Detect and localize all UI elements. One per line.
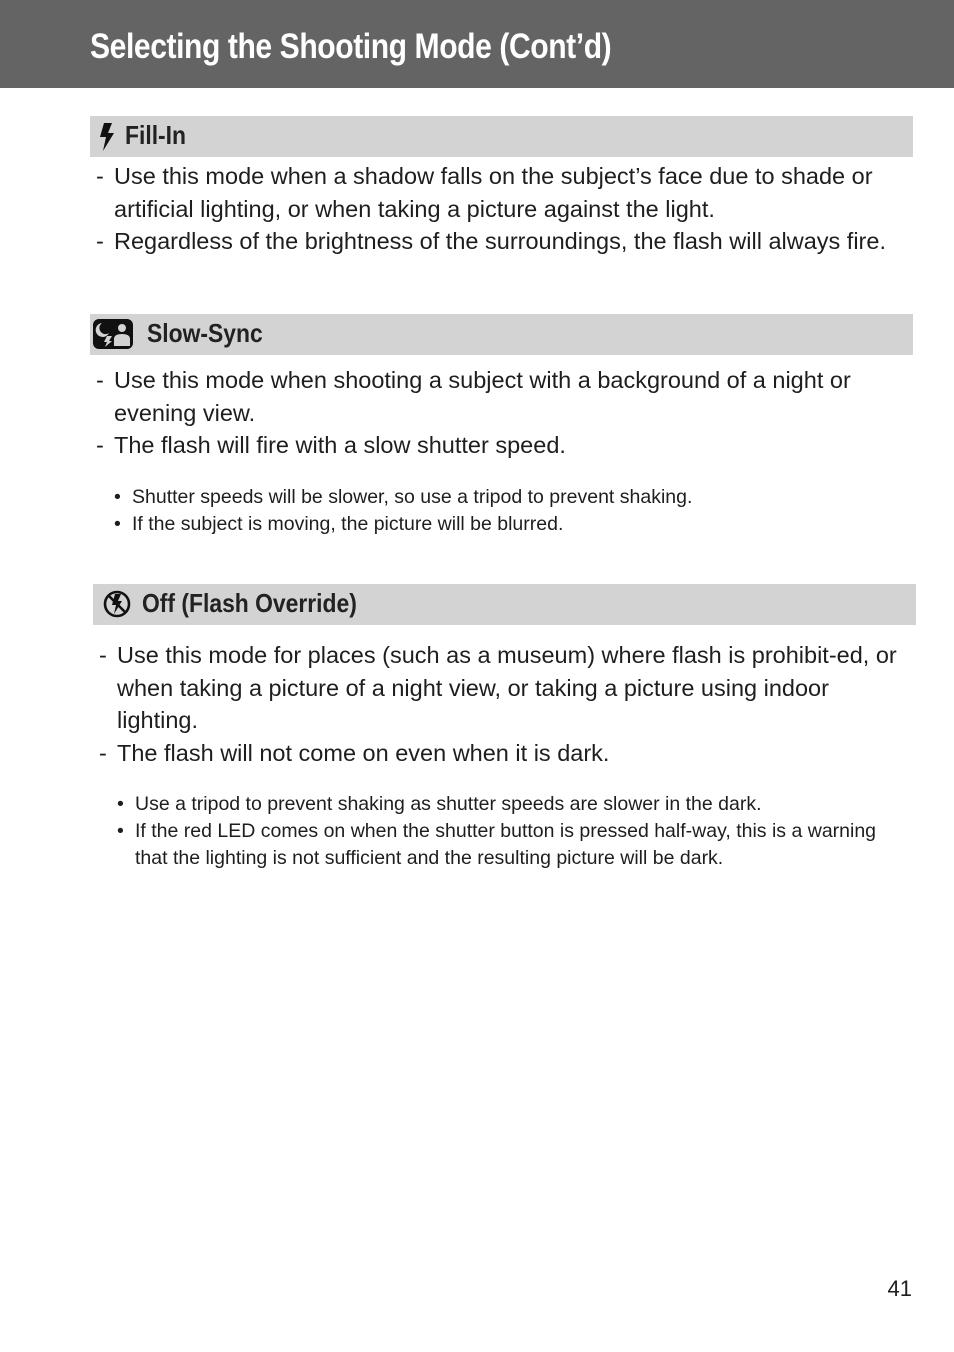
slow-sync-description-list xyxy=(96,364,914,462)
slow-sync-notes xyxy=(114,484,914,538)
slow-sync-night-icon xyxy=(93,319,133,354)
title-bar xyxy=(0,0,954,88)
list-item: - Use this mode when shooting a subject with a background of a night or evening view. xyxy=(96,364,914,429)
list-item: - The flash will not come on even when it is dark. xyxy=(99,737,914,770)
fill-in-description-list xyxy=(96,160,914,258)
list-item: - Regardless of the brightness of the surroundings, the flash will always fire. xyxy=(96,225,914,258)
flash-off-icon xyxy=(102,589,132,624)
list-item: - Use this mode when a shadow falls on the subject’s face due to shade or artificial lighting, or when taking a picture against the light. xyxy=(96,160,914,225)
note-item: • If the subject is moving, the picture will be blurred. xyxy=(114,511,914,538)
flash-fill-in-icon xyxy=(98,122,116,157)
flash-off-notes xyxy=(117,791,907,872)
section-title: Off (Flash Override) xyxy=(142,588,357,618)
section-header-slow-sync xyxy=(90,314,913,355)
section-title: Slow-Sync xyxy=(147,318,263,348)
flash-off-description-list xyxy=(99,639,914,769)
note-item: • Use a tripod to prevent shaking as shutter speeds are slower in the dark. xyxy=(117,791,907,818)
note-item: • Shutter speeds will be slower, so use a tripod to prevent shaking. xyxy=(114,484,914,511)
list-item: - The flash will fire with a slow shutter speed. xyxy=(96,429,914,462)
list-item: - Use this mode for places (such as a museum) where flash is prohibit-ed, or when taking a picture of a night view, or taking a picture using indoor lighting. xyxy=(99,639,914,737)
page-title: Selecting the Shooting Mode (Cont’d) xyxy=(90,27,612,66)
page-number: 41 xyxy=(887,1276,912,1301)
note-item: • If the red LED comes on when the shutter button is pressed half-way, this is a warning that the lighting is not sufficient and the resulting picture will be dark. xyxy=(117,818,907,872)
section-header-fill-in xyxy=(90,116,913,157)
section-title: Fill-In xyxy=(125,120,187,150)
section-header-flash-off xyxy=(93,584,916,625)
